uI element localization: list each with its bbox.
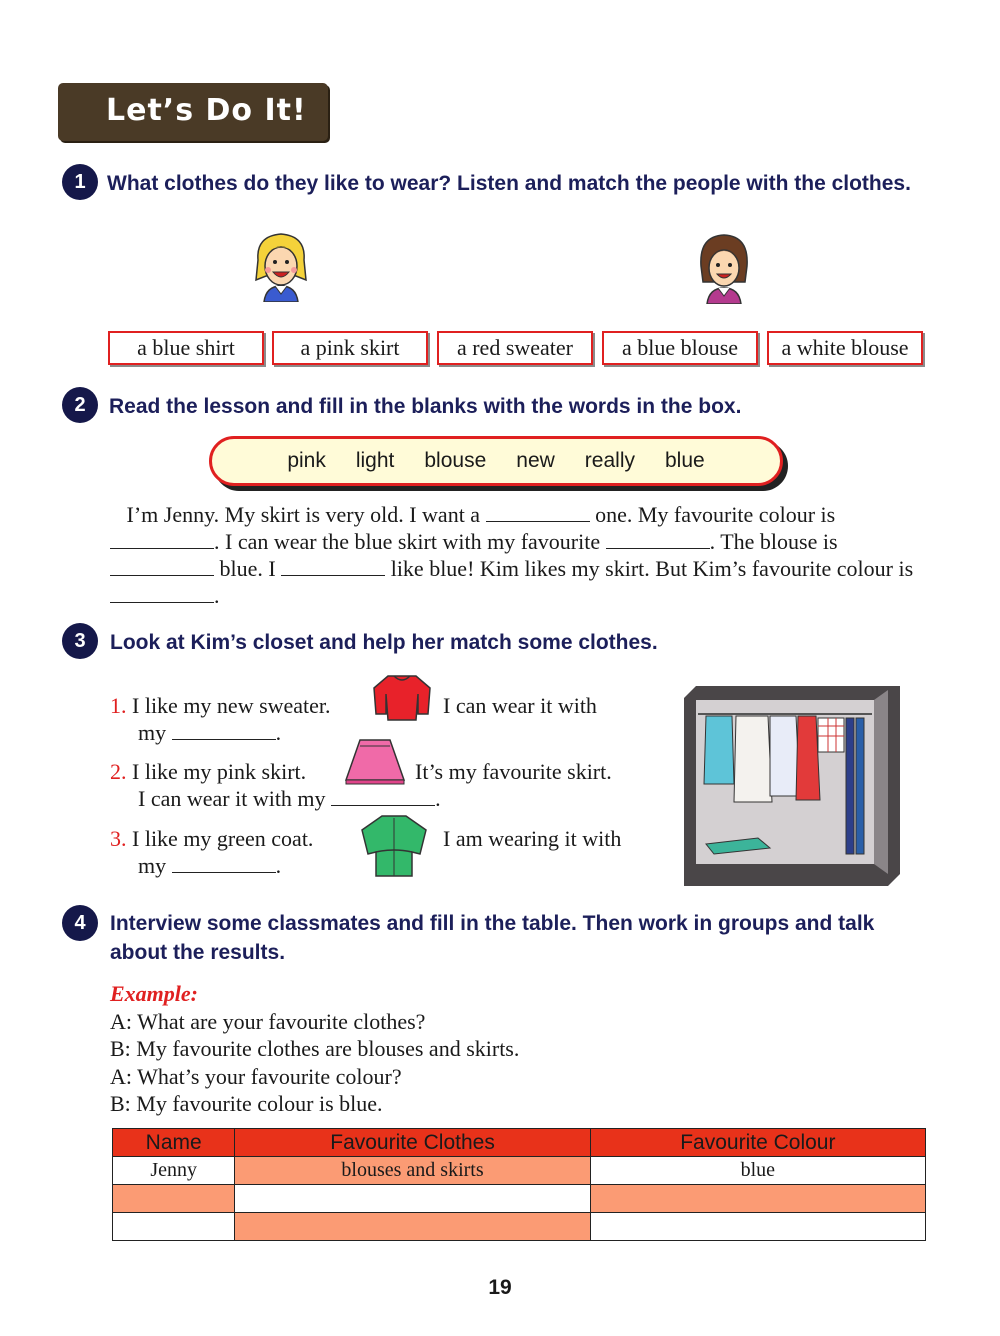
passage-text: I’m Jenny. My skirt is very old. I want a [126, 502, 481, 527]
banner-title: Let’s Do It! [106, 93, 307, 128]
word-box [209, 436, 783, 486]
pink-skirt-icon [344, 736, 406, 786]
option-blue-blouse[interactable]: a blue blouse [602, 331, 758, 365]
table-header-row [113, 1129, 926, 1157]
blank-2[interactable] [110, 530, 214, 549]
table-cell: blouses and skirts [235, 1157, 590, 1185]
dialogue-line: A: What’s your favourite colour? [110, 1063, 402, 1089]
table-cell-empty[interactable] [235, 1185, 590, 1213]
blank-1[interactable] [486, 503, 590, 522]
blank-4[interactable] [110, 557, 214, 576]
dialogue-line: B: My favourite clothes are blouses and skirts. [110, 1036, 520, 1061]
item-3-line-2 [138, 852, 281, 879]
item-2-line-1 [110, 758, 306, 785]
word-pink: pink [287, 449, 326, 472]
table-cell-empty[interactable] [113, 1213, 235, 1241]
red-sweater-icon [370, 670, 434, 722]
dialogue-line: A: What are your favourite clothes? [110, 1008, 426, 1034]
table-cell: blue [590, 1157, 925, 1185]
item-end: . [275, 853, 282, 878]
section-number-1: 1 [62, 164, 98, 200]
blank-5[interactable] [281, 557, 385, 576]
passage-text: . I can wear the blue skirt with my favourite [214, 529, 601, 554]
green-coat-icon [356, 812, 432, 880]
table-cell-empty[interactable] [590, 1185, 925, 1213]
closet-illustration [684, 686, 902, 888]
example-dialogue [110, 980, 519, 1118]
item-end: . [275, 720, 282, 745]
item-text: I like my pink skirt. [132, 759, 307, 784]
word-light: light [355, 449, 395, 472]
item-2-line-2 [138, 785, 441, 812]
option-blue-shirt[interactable]: a blue shirt [108, 331, 264, 365]
item-text: I like my green coat. [132, 826, 314, 851]
table-row [113, 1185, 926, 1213]
table-cell-empty[interactable] [590, 1213, 925, 1241]
passage-text: like blue! Kim likes my skirt. But Kim’s favourite colour is [390, 556, 914, 581]
item-text: my [138, 720, 167, 745]
item-3-line-1b: I am wearing it with [443, 826, 622, 851]
instruction-3: Look at Kim’s closet and help her match some clothes. [110, 631, 658, 654]
item-text: my [138, 853, 167, 878]
item-1-line-1b: I can wear it with [443, 693, 597, 718]
item-1-line-2 [138, 719, 281, 746]
table-row [113, 1157, 926, 1185]
blank-6[interactable] [110, 584, 214, 603]
item-number: 2. [110, 759, 127, 784]
item-text: I like my new sweater. [132, 693, 331, 718]
section-banner [58, 83, 328, 141]
table-cell: Jenny [113, 1157, 235, 1185]
fill-in-passage [110, 501, 920, 609]
results-table [112, 1128, 926, 1241]
instruction-1: What clothes do they like to wear? Listen and match the people with the clothes. [107, 172, 911, 195]
item-end: . [435, 786, 441, 811]
passage-text: one. My favourite colour is [595, 502, 836, 527]
item-number: 1. [110, 693, 127, 718]
passage-text: . The blouse is [709, 529, 838, 554]
example-label: Example: [110, 981, 198, 1006]
passage-text: . [214, 583, 220, 608]
item-2-blank[interactable] [331, 787, 435, 806]
word-blue: blue [664, 449, 705, 472]
option-red-sweater[interactable]: a red sweater [437, 331, 593, 365]
item-1-line-1 [110, 692, 331, 719]
header-favourite-clothes: Favourite Clothes [235, 1129, 590, 1157]
table-cell-empty[interactable] [235, 1213, 590, 1241]
item-number: 3. [110, 826, 127, 851]
table-row [113, 1213, 926, 1241]
passage-text: blue. I [219, 556, 276, 581]
blank-3[interactable] [606, 530, 710, 549]
item-1-blank[interactable] [172, 721, 276, 740]
page-number: 19 [488, 1276, 512, 1299]
header-name: Name [113, 1129, 235, 1157]
section-number-4: 4 [62, 905, 98, 941]
girl-brunette-illustration [695, 232, 753, 304]
item-2-line-1b: It’s my favourite skirt. [415, 759, 612, 784]
option-white-blouse[interactable]: a white blouse [767, 331, 923, 365]
header-favourite-colour: Favourite Colour [590, 1129, 925, 1157]
instruction-4: Interview some classmates and fill in the table. Then work in groups and talk about the results. [110, 912, 875, 964]
option-pink-skirt[interactable]: a pink skirt [272, 331, 428, 365]
table-cell-empty[interactable] [113, 1185, 235, 1213]
item-text: I can wear it with my [138, 786, 326, 811]
word-new: new [516, 449, 555, 472]
section-number-2: 2 [62, 387, 98, 423]
section-number-3: 3 [62, 623, 98, 659]
dialogue-line: B: My favourite colour is blue. [110, 1091, 383, 1116]
girl-blonde-illustration [250, 230, 312, 302]
instruction-2: Read the lesson and fill in the blanks with the words in the box. [109, 395, 742, 418]
item-3-line-1 [110, 825, 313, 852]
word-really: really [584, 449, 635, 472]
item-3-blank[interactable] [172, 854, 276, 873]
word-blouse: blouse [424, 449, 487, 472]
